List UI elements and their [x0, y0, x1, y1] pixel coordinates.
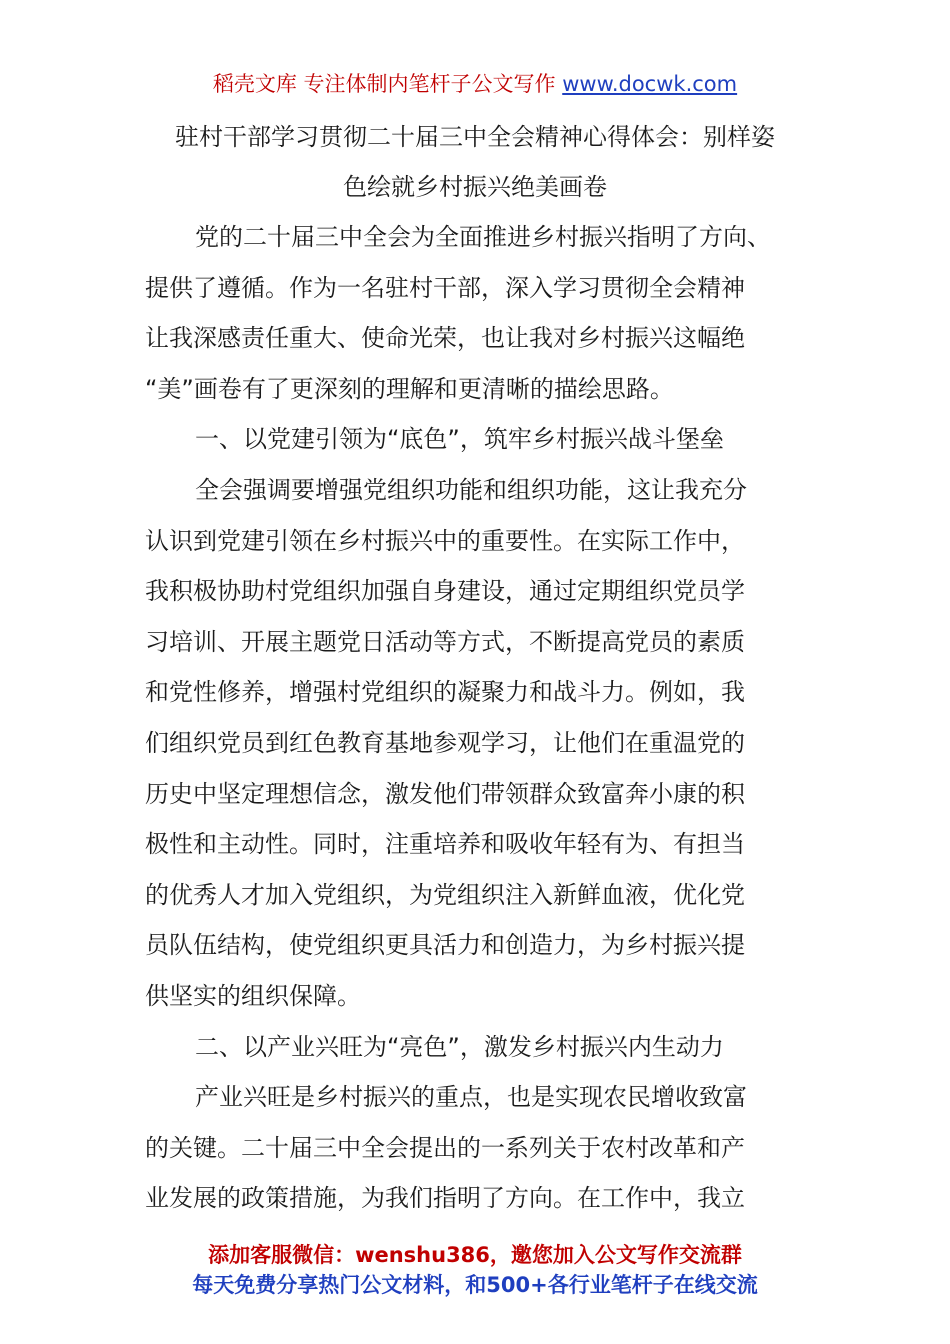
footer-share-line: 每天免费分享热门公文材料，和500+各行业笔杆子在线交流 [192, 1273, 758, 1297]
paragraph-line: 党的二十届三中全会为全面推进乡村振兴指明了方向、 [195, 223, 771, 251]
paragraph-line: 全会强调要增强党组织功能和组织功能，这让我充分 [195, 475, 747, 504]
section-heading-2: 二、以产业兴旺为“亮色”，激发乡村振兴内生动力 [195, 1032, 724, 1061]
paragraph-line: 认识到党建引领在乡村振兴中的重要性。在实际工作中， [145, 526, 745, 555]
paragraph-line: 极性和主动性。同时，注重培养和吸收年轻有为、有担当 [145, 830, 745, 859]
paragraph-line: “美”画卷有了更深刻的理解和更清晰的描绘思路。 [145, 374, 674, 403]
paragraph-line: 员队伍结构，使党组织更具活力和创造力，为乡村振兴提 [145, 931, 745, 960]
footer-wechat-line: 添加客服微信：wenshu386，邀您加入公文写作交流群 [208, 1243, 742, 1267]
site-header [0, 68, 950, 100]
site-url-link[interactable]: www.docwk.com [562, 72, 738, 96]
paragraph-line: 产业兴旺是乡村振兴的重点，也是实现农民增收致富 [195, 1083, 747, 1112]
document-title [145, 112, 805, 212]
title-line-2: 色绘就乡村振兴绝美画卷 [343, 173, 607, 201]
paragraph-line: 历史中坚定理想信念，激发他们带领群众致富奔小康的积 [145, 779, 745, 808]
promo-footer [0, 1240, 950, 1300]
paragraph-line: 让我深感责任重大、使命光荣，也让我对乡村振兴这幅绝 [145, 324, 745, 353]
site-brand-text: 稻壳文库 专注体制内笔杆子公文写作 [212, 72, 563, 96]
paragraph-line: 供坚实的组织保障。 [145, 981, 361, 1010]
title-line-1: 驻村干部学习贯彻二十届三中全会精神心得体会：别样姿 [175, 123, 775, 151]
paragraph-line: 的关键。二十届三中全会提出的一系列关于农村改革和产 [145, 1133, 745, 1162]
section-heading-1: 一、以党建引领为“底色”，筑牢乡村振兴战斗堡垒 [195, 425, 724, 454]
paragraph-line: 提供了遵循。作为一名驻村干部，深入学习贯彻全会精神 [145, 273, 745, 302]
paragraph-line: 和党性修养，增强村党组织的凝聚力和战斗力。例如，我 [145, 678, 745, 707]
paragraph-line: 我积极协助村党组织加强自身建设，通过定期组织党员学 [145, 577, 745, 606]
paragraph-line: 业发展的政策措施，为我们指明了方向。在工作中，我立 [145, 1184, 745, 1213]
paragraph-line: 的优秀人才加入党组织，为党组织注入新鲜血液，优化党 [145, 880, 745, 909]
paragraph-line: 们组织党员到红色教育基地参观学习，让他们在重温党的 [145, 728, 745, 757]
paragraph-line: 习培训、开展主题党日活动等方式，不断提高党员的素质 [145, 627, 745, 656]
document-body [145, 212, 815, 1224]
